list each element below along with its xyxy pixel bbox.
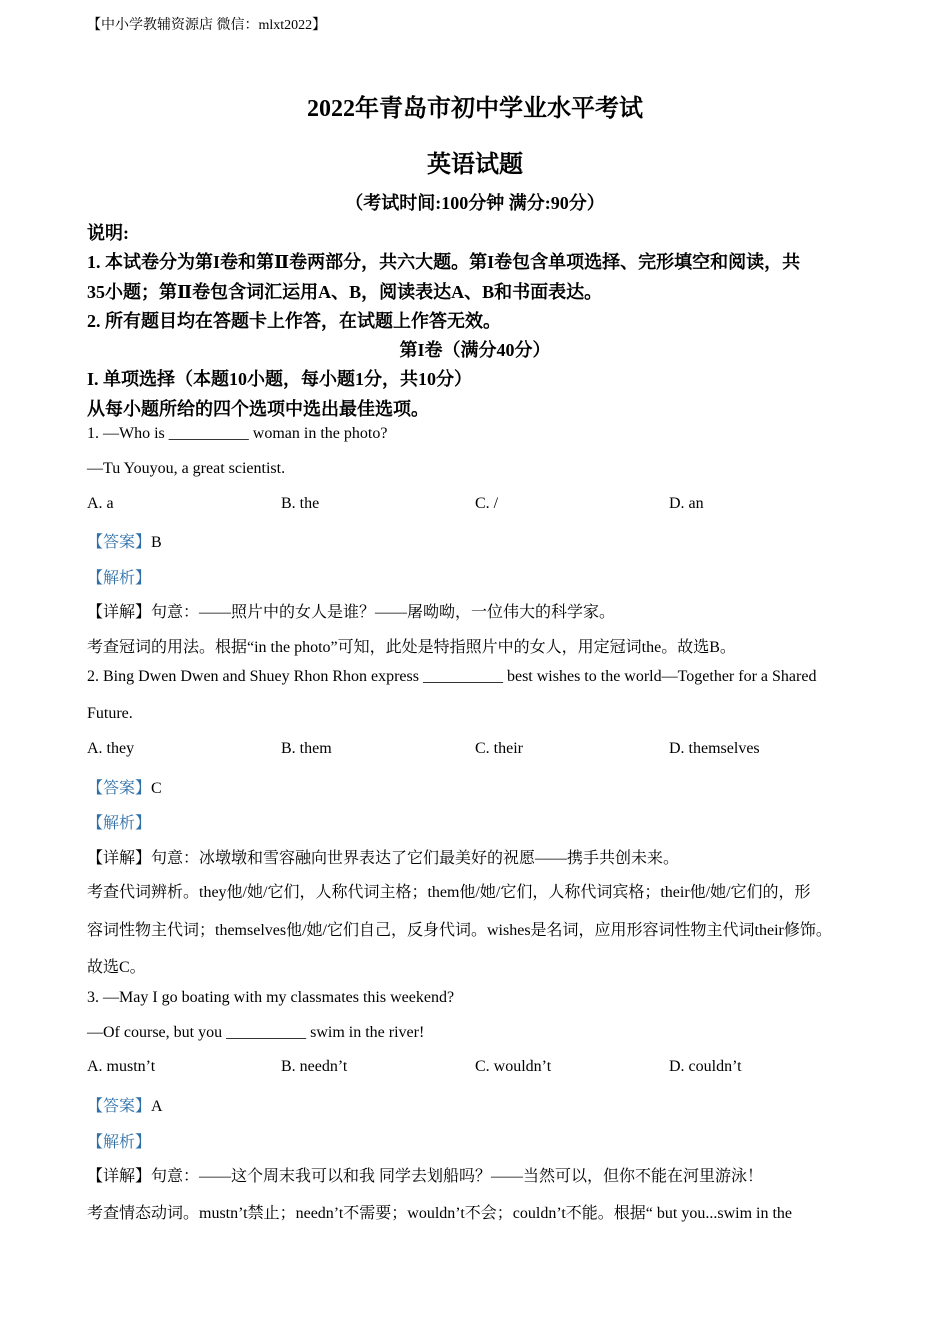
exam-info: （考试时间:100分钟 满分:90分） <box>345 193 605 213</box>
page-header: 【中小学教辅资源店 微信：mlxt2022】 <box>87 18 327 33</box>
q2-explanation-line-1: 考查代词辨析。they他/她/它们，人称代词主格；them他/她/它们，人称代词宾格；their他/她/它们的，形 <box>87 884 811 901</box>
instructions-heading: 说明: <box>87 223 129 243</box>
q2-stem-line-2: Future. <box>87 705 133 722</box>
q1-detail: 【详解】句意：——照片中的女人是谁？——屠呦呦，一位伟大的科学家。 <box>87 604 616 621</box>
q2-stem-line-1: 2. Bing Dwen Dwen and Shuey Rhon Rhon express __________ best wishes to the world—Together for a Shared <box>87 668 817 685</box>
answer-value: B <box>151 534 162 551</box>
q1-option-d: D. an <box>669 495 704 512</box>
q3-option-c: C. wouldn’t <box>475 1058 552 1075</box>
q3-option-a: A. mustn’t <box>87 1058 156 1075</box>
q1-option-c: C. / <box>475 495 499 512</box>
part-heading: I. 单项选择（本题10小题，每小题1分，共10分） <box>87 369 473 389</box>
q1-analysis-label: 【解析】 <box>87 570 152 587</box>
instruction-line-2: 35小题；第Ⅱ卷包含词汇运用A、B，阅读表达A、B和书面表达。 <box>87 282 603 302</box>
q3-answer <box>87 1093 163 1116</box>
q2-option-a: A. they <box>87 740 135 757</box>
q1-explanation: 考查冠词的用法。根据“in the photo”可知，此处是特指照片中的女人，用定冠词the。故选B。 <box>87 639 736 656</box>
answer-label: 【答案】 <box>87 780 152 797</box>
answer-label: 【答案】 <box>87 534 152 551</box>
q3-stem-line-1: 3. —May I go boating with my classmates this weekend? <box>87 989 455 1006</box>
q2-option-c: C. their <box>475 740 523 757</box>
q2-option-b: B. them <box>281 740 332 757</box>
part-direction: 从每小题所给的四个选项中选出最佳选项。 <box>87 399 429 419</box>
answer-value: C <box>151 780 162 797</box>
q3-option-d: D. couldn’t <box>669 1058 742 1075</box>
q3-explanation-line-1: 考查情态动词。mustn’t禁止；needn’t不需要；wouldn’t不会；couldn’t不能。根据“ but you...swim in the <box>87 1205 793 1222</box>
q3-option-b: B. needn’t <box>281 1058 348 1075</box>
q1-stem-line-2: —Tu Youyou, a great scientist. <box>87 460 286 477</box>
q1-option-a: A. a <box>87 495 114 512</box>
q3-stem-line-2: —Of course, but you __________ swim in the river! <box>87 1024 425 1041</box>
volume-heading: 第I卷（满分40分） <box>399 340 551 360</box>
q1-option-b: B. the <box>281 495 320 512</box>
exam-subtitle: 英语试题 <box>427 152 523 178</box>
q2-detail: 【详解】句意：冰墩墩和雪容融向世界表达了它们最美好的祝愿——携手共创未来。 <box>87 850 680 867</box>
answer-value: A <box>151 1098 163 1115</box>
exam-title: 2022年青岛市初中学业水平考试 <box>307 96 643 122</box>
q1-answer <box>87 529 162 552</box>
instruction-line-3: 2. 所有题目均在答题卡上作答，在试题上作答无效。 <box>87 311 501 331</box>
q2-explanation-line-2: 容词性物主代词；themselves他/她/它们自己，反身代词。wishes是名词，应用形容词性物主代词their修饰。 <box>87 922 832 939</box>
q2-explanation-line-3: 故选C。 <box>87 959 146 976</box>
q3-analysis-label: 【解析】 <box>87 1134 152 1151</box>
q2-answer <box>87 775 162 798</box>
instruction-line-1: 1. 本试卷分为第I卷和第Ⅱ卷两部分，共六大题。第I卷包含单项选择、完形填空和阅读，共 <box>87 252 801 272</box>
q3-detail: 【详解】句意：——这个周末我可以和我 同学去划船吗？——当然可以，但你不能在河里游泳！ <box>87 1168 764 1185</box>
q1-stem-line-1: 1. —Who is __________ woman in the photo? <box>87 425 388 442</box>
answer-label: 【答案】 <box>87 1098 152 1115</box>
q2-option-d: D. themselves <box>669 740 760 757</box>
q2-analysis-label: 【解析】 <box>87 815 152 832</box>
